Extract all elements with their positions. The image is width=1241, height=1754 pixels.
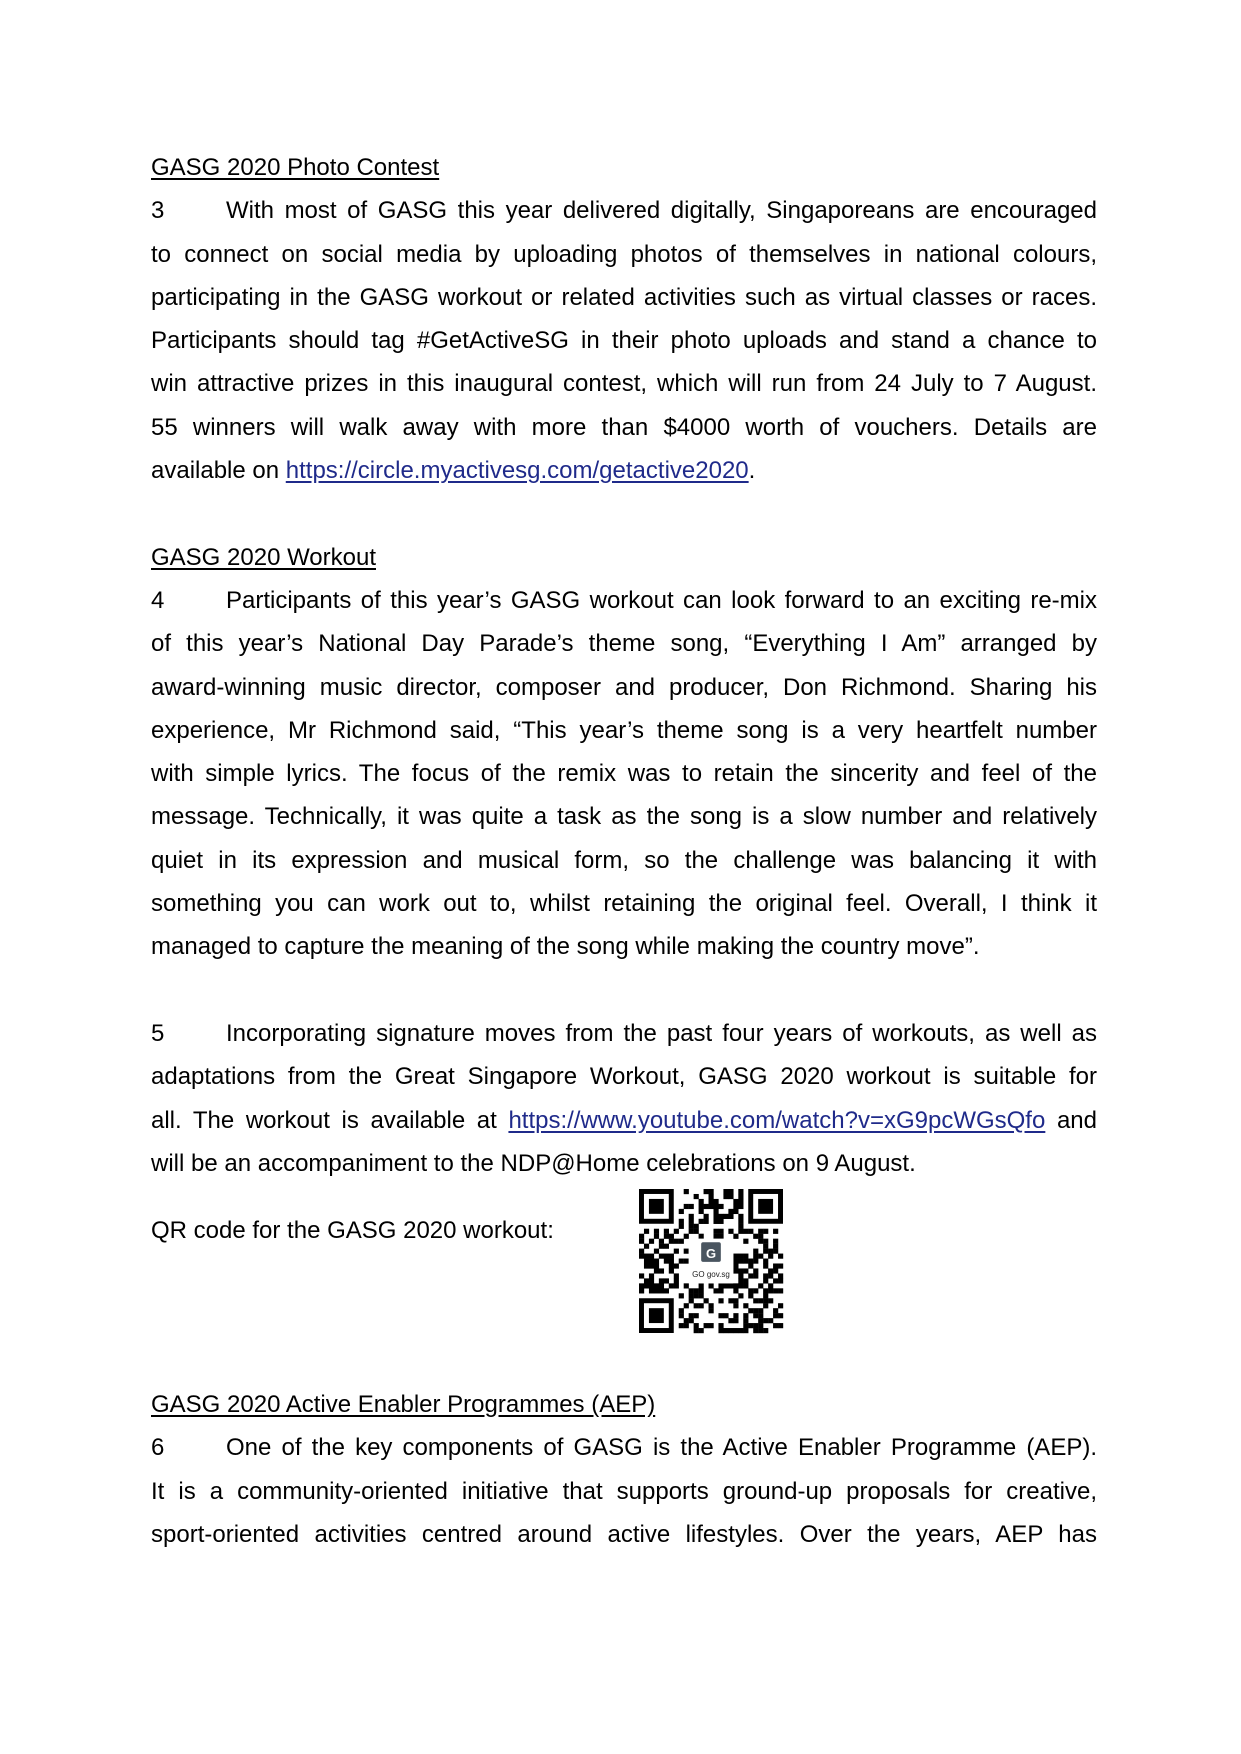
workout-video-link[interactable]: https://www.youtube.com/watch?v=xG9pcWGsQfo [508,1106,1046,1134]
qr-code-row [151,1185,1097,1361]
paragraph-3-line: 3 With most of GASG this year delivered digitally, Singaporeans are encouraged [151,189,1097,232]
paragraph-3-line: 55 winners will walk away with more than $4000 worth of vouchers. Details are [151,413,1097,441]
paragraph-5-line: adaptations from the Great Singapore Workout, GASG 2020 workout is suitable for [151,1063,1097,1091]
qr-code-icon [635,1185,787,1337]
paragraph-4-line: of this year’s National Day Parade’s theme song, “Everything I Am” arranged by [151,630,1097,658]
section-heading-photo-contest: GASG 2020 Photo Contest [151,154,440,181]
paragraph-3-line: participating in the GASG workout or related activities such as virtual classes or races. [151,283,1097,311]
paragraph-5-line: will be an accompaniment to the NDP@Home celebrations on 9 August. [151,1149,916,1177]
paragraph-5-line: 5 Incorporating signature moves from the past four years of workouts, as well as [151,1012,1097,1055]
logo-text: GO gov.sg [692,1270,730,1280]
paragraph-3-line: win attractive prizes in this inaugural contest, which will run from 24 July to 7 August. [151,370,1097,398]
document-page [151,146,1097,1556]
paragraph-4-line: message. Technically, it was quite a task as the song is a slow number and relatively [151,803,1097,831]
paragraph-3-line: to connect on social media by uploading photos of themselves in national colours, [151,240,1097,268]
paragraph-3-line: available on https://circle.myactivesg.com/getactive2020. [151,457,756,485]
paragraph-6-line: It is a community-oriented initiative that supports ground-up proposals for creative, [151,1477,1097,1505]
paragraph-number: 5 [151,1019,165,1047]
paragraph-5-line: all. The workout is available at https://www.youtube.com/watch?v=xG9pcWGsQfo and [151,1106,1097,1134]
section-heading-aep: GASG 2020 Active Enabler Programmes (AEP) [151,1391,656,1419]
contest-details-link[interactable]: https://circle.myactivesg.com/getactive2020 [285,457,749,485]
section-heading-workout: GASG 2020 Workout [151,543,376,571]
paragraph-4-line: managed to capture the meaning of the song while making the country move”. [151,933,980,961]
qr-code-image [635,1185,787,1337]
paragraph-6-line: 6 One of the key components of GASG is the Active Enabler Programme (AEP). [151,1426,1097,1469]
paragraph-number: 3 [151,197,165,225]
paragraph-4-line: award-winning music director, composer and producer, Don Richmond. Sharing his [151,673,1097,701]
paragraph-3-line: Participants should tag #GetActiveSG in their photo uploads and stand a chance to [151,327,1097,355]
qr-code-label: QR code for the GASG 2020 workout: [151,1217,554,1245]
paragraph-4-line: 4 Participants of this year’s GASG workout can look forward to an exciting re-mix [151,579,1097,622]
paragraph-4-line: quiet in its expression and musical form, so the challenge was balancing it with [151,846,1097,874]
paragraph-number: 6 [151,1434,165,1462]
paragraph-4-line: experience, Mr Richmond said, “This year’s theme song is a very heartfelt number [151,716,1097,744]
paragraph-4-line: something you can work out to, whilst retaining the original feel. Overall, I think it [151,890,1097,918]
paragraph-4-line: with simple lyrics. The focus of the remix was to retain the sincerity and feel of the [151,760,1097,788]
logo-glyph: G [705,1245,717,1261]
paragraph-6-line: sport-oriented activities centred around active lifestyles. Over the years, AEP has [151,1521,1097,1549]
paragraph-number: 4 [151,586,165,614]
